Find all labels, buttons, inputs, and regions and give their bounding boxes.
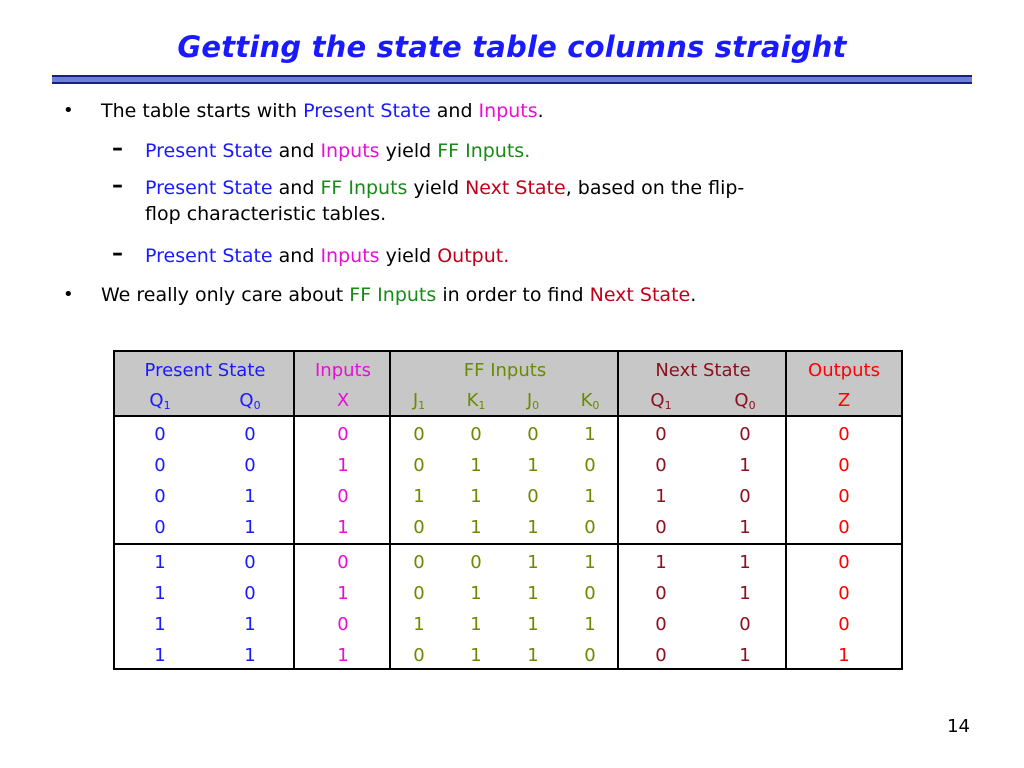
column-header: $K_0$ xyxy=(580,390,600,412)
term-output: Output. xyxy=(437,245,510,267)
table-divider xyxy=(293,352,295,668)
table-cell: 1 xyxy=(739,552,751,573)
table-cell: 0 xyxy=(470,552,482,573)
text: yield xyxy=(379,140,438,162)
table-cell: 1 xyxy=(154,583,166,604)
table-cell: 1 xyxy=(244,645,256,666)
table-cell: 0 xyxy=(655,424,667,445)
table-cell: 0 xyxy=(655,645,667,666)
bullet-dot-icon: • xyxy=(63,284,74,305)
table-cell: 0 xyxy=(655,517,667,538)
table-cell: 0 xyxy=(244,552,256,573)
title-underline xyxy=(52,75,972,84)
table-cell: 1 xyxy=(527,455,539,476)
term-next-state: Next State xyxy=(465,177,566,199)
table-cell: 0 xyxy=(337,424,349,445)
term-next-state: Next State xyxy=(589,284,691,306)
term-ff-inputs: FF Inputs xyxy=(349,284,437,306)
term-inputs: Inputs xyxy=(478,100,538,122)
table-cell: 0 xyxy=(655,455,667,476)
term-ff-inputs: FF Inputs xyxy=(320,177,408,199)
table-cell: 0 xyxy=(527,424,539,445)
term-inputs: Inputs xyxy=(320,245,380,267)
table-cell: 0 xyxy=(838,424,850,445)
text: and xyxy=(430,100,479,122)
table-cell: 1 xyxy=(154,645,166,666)
column-header: $Q_1$ xyxy=(149,390,171,412)
table-cell: 0 xyxy=(244,455,256,476)
table-cell: 1 xyxy=(470,486,482,507)
column-header: $J_1$ xyxy=(412,390,426,412)
bullet-dot-icon: • xyxy=(63,100,74,121)
term-present-state: Present State xyxy=(145,140,273,162)
table-cell: 0 xyxy=(584,455,596,476)
table-cell: 0 xyxy=(584,517,596,538)
table-cell: 0 xyxy=(838,583,850,604)
table-cell: 1 xyxy=(739,583,751,604)
table-cell: 0 xyxy=(244,583,256,604)
table-cell: 1 xyxy=(655,552,667,573)
slide-title: Getting the state table columns straight xyxy=(177,30,847,64)
table-cell: 1 xyxy=(527,614,539,635)
table-cell: 0 xyxy=(413,645,425,666)
term-inputs: Inputs xyxy=(320,140,380,162)
text: , based on the flip- xyxy=(565,177,745,199)
table-cell: 0 xyxy=(337,486,349,507)
table-cell: 1 xyxy=(584,614,596,635)
term-ff-inputs: FF Inputs. xyxy=(437,140,531,162)
state-table xyxy=(113,350,903,670)
table-cell: 1 xyxy=(154,552,166,573)
table-cell: 1 xyxy=(527,552,539,573)
column-header: $Q_0$ xyxy=(239,390,261,412)
text: in order to find xyxy=(436,284,590,306)
text: . xyxy=(537,100,544,122)
table-cell: 1 xyxy=(527,645,539,666)
table-cell: 1 xyxy=(584,552,596,573)
table-cell: 0 xyxy=(154,455,166,476)
table-cell: 0 xyxy=(154,486,166,507)
column-header: $K_1$ xyxy=(466,390,486,412)
table-cell: 1 xyxy=(584,486,596,507)
text: yield xyxy=(379,245,438,267)
column-header: X xyxy=(336,390,350,411)
table-cell: 1 xyxy=(337,517,349,538)
dash-icon: – xyxy=(112,173,123,198)
table-cell: 1 xyxy=(527,517,539,538)
table-divider xyxy=(785,352,787,668)
page-number: 14 xyxy=(947,716,970,737)
table-cell: 0 xyxy=(154,517,166,538)
dash-icon: – xyxy=(112,136,123,161)
group-next-state: Next State xyxy=(655,360,751,381)
column-header: $Q_1$ xyxy=(650,390,672,412)
text: and xyxy=(272,140,321,162)
table-cell: 0 xyxy=(337,614,349,635)
table-cell: 0 xyxy=(739,486,751,507)
table-cell: 1 xyxy=(337,645,349,666)
table-cell: 0 xyxy=(154,424,166,445)
table-cell: 1 xyxy=(655,486,667,507)
table-cell: 1 xyxy=(739,455,751,476)
table-cell: 1 xyxy=(584,424,596,445)
table-cell: 0 xyxy=(584,645,596,666)
table-cell: 0 xyxy=(838,486,850,507)
table-cell: 0 xyxy=(584,583,596,604)
table-cell: 0 xyxy=(838,517,850,538)
text: yield xyxy=(407,177,466,199)
group-inputs: Inputs xyxy=(315,360,371,381)
table-divider xyxy=(115,415,901,417)
table-cell: 0 xyxy=(838,614,850,635)
table-cell: 0 xyxy=(337,552,349,573)
table-cell: 0 xyxy=(527,486,539,507)
group-outputs: Outputs xyxy=(808,360,880,381)
table-cell: 1 xyxy=(470,583,482,604)
group-present-state: Present State xyxy=(144,360,266,381)
table-cell: 0 xyxy=(739,614,751,635)
dash-icon: – xyxy=(112,241,123,266)
table-cell: 1 xyxy=(337,583,349,604)
term-present-state: Present State xyxy=(145,245,273,267)
table-cell: 1 xyxy=(470,645,482,666)
table-cell: 0 xyxy=(413,583,425,604)
text: flop characteristic tables. xyxy=(145,203,387,225)
text: . xyxy=(690,284,697,306)
group-ff-inputs: FF Inputs xyxy=(463,360,547,381)
table-cell: 0 xyxy=(244,424,256,445)
table-cell: 0 xyxy=(413,552,425,573)
table-cell: 0 xyxy=(470,424,482,445)
table-cell: 1 xyxy=(739,645,751,666)
text: and xyxy=(272,177,321,199)
term-present-state: Present State xyxy=(145,177,273,199)
table-divider xyxy=(389,352,391,668)
subbullet-output xyxy=(112,241,945,269)
table-cell: 1 xyxy=(838,645,850,666)
table-cell: 0 xyxy=(838,552,850,573)
column-header: $Q_0$ xyxy=(734,390,756,412)
table-cell: 1 xyxy=(470,614,482,635)
table-cell: 0 xyxy=(655,583,667,604)
table-cell: 0 xyxy=(413,517,425,538)
term-present-state: Present State xyxy=(303,100,431,122)
table-cell: 1 xyxy=(470,517,482,538)
table-cell: 0 xyxy=(838,455,850,476)
table-cell: 1 xyxy=(244,486,256,507)
bullet-care-about xyxy=(63,282,961,308)
table-cell: 1 xyxy=(244,517,256,538)
column-header: $J_0$ xyxy=(526,390,540,412)
table-cell: 0 xyxy=(739,424,751,445)
table-divider xyxy=(115,543,901,545)
table-divider xyxy=(617,352,619,668)
subbullet-ff-inputs xyxy=(112,136,945,164)
table-cell: 1 xyxy=(413,614,425,635)
subbullet-next-state xyxy=(112,173,945,227)
column-header: Z xyxy=(837,390,851,411)
table-cell: 1 xyxy=(154,614,166,635)
text: and xyxy=(272,245,321,267)
text: We really only care about xyxy=(101,284,350,306)
table-cell: 1 xyxy=(244,614,256,635)
text: The table starts with xyxy=(101,100,304,122)
table-cell: 0 xyxy=(413,455,425,476)
table-cell: 1 xyxy=(739,517,751,538)
table-cell: 1 xyxy=(470,455,482,476)
bullet-table-starts xyxy=(63,98,961,124)
table-cell: 1 xyxy=(337,455,349,476)
table-cell: 1 xyxy=(413,486,425,507)
table-cell: 1 xyxy=(527,583,539,604)
table-cell: 0 xyxy=(413,424,425,445)
table-cell: 0 xyxy=(655,614,667,635)
